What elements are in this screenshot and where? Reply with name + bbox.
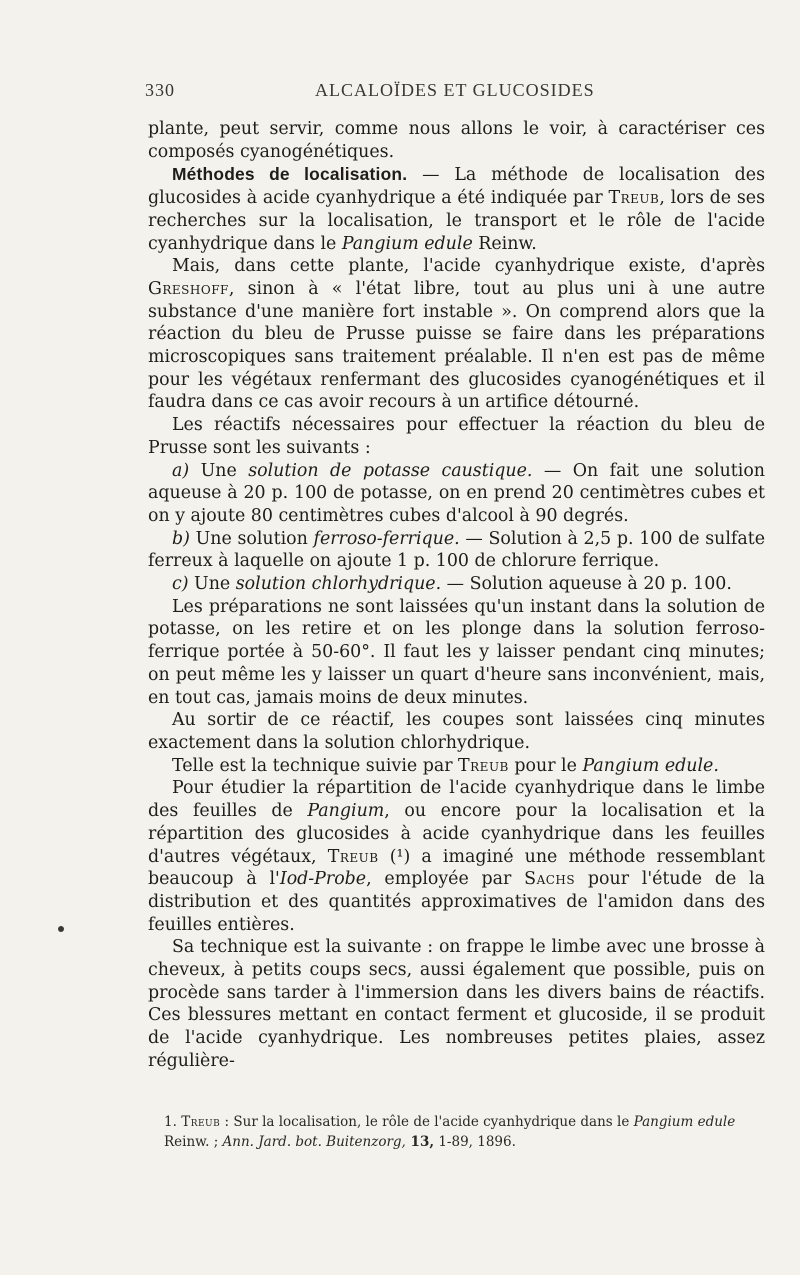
- text-run: Les préparations ne sont laissées qu'un instant dans la solution de potasse, on les retire et on les plonge dans la solution ferroso-ferrique portée à 50-60°. Il faut les y laisser pendant cinq minutes; on peut même les y laisser un quart d'heure sans inconvénient, mais, en tout cas, jamais moins de deux minutes.: [148, 596, 765, 708]
- text-run: — Solution aqueuse à 20 p. 100.: [441, 574, 732, 595]
- reagent-name: solution chlorhydrique.: [235, 574, 442, 595]
- footnote-reference: (¹): [378, 846, 411, 867]
- text-run: Mais, dans cette plante, l'acide cyanhydrique existe, d'après: [172, 256, 765, 277]
- text-run: a imaginé une méthode ressemblant beaucoup à l': [148, 846, 765, 890]
- paragraph-4: [148, 414, 765, 459]
- reagent-b: [148, 528, 765, 573]
- paragraph-8: [148, 596, 765, 710]
- reagent-name: solution de potasse caustique.: [248, 460, 533, 481]
- paragraph-1: [148, 118, 765, 163]
- paragraph-9: [148, 709, 765, 754]
- footnote-number: 1.: [164, 1114, 177, 1130]
- text-run: Une solution: [189, 528, 314, 549]
- paragraph-1-text: plante, peut servir, comme nous allons le voir, à caractériser ces composés cyanogénétiques.: [148, 119, 765, 162]
- text-run: Pour étudier la répartition de l'acide cyanhydrique dans le limbe des feuilles de: [148, 778, 765, 822]
- reagent-a: [148, 460, 765, 528]
- author-treub: Treub: [327, 846, 379, 867]
- author-greshoff: Greshoff: [148, 278, 229, 299]
- footnote-author: Treub: [181, 1114, 221, 1130]
- text-run: — La méthode de localisation des glucosides à acide cyanhydrique a été indiquée par: [148, 165, 765, 209]
- method-name: Iod-Probe: [279, 869, 367, 890]
- running-title: ALCALOÏDES ET GLUCOSIDES: [315, 80, 595, 100]
- page-number: 330: [145, 80, 175, 100]
- reagent-c: [148, 573, 765, 596]
- margin-bullet-mark: [58, 926, 64, 932]
- paragraph-11: [148, 777, 765, 936]
- page-header: [145, 80, 765, 104]
- list-marker: b): [172, 528, 190, 549]
- text-run: , lors de ses recherches sur la localisation, le transport et le rôle de l'acide cyanhydrique dans le: [148, 188, 766, 254]
- reagent-name: ferroso-ferrique.: [313, 528, 460, 549]
- text-run: : Sur la localisation, le rôle de l'acide cyanhydrique dans le: [220, 1114, 634, 1130]
- footnote-title: Pangium edule: [633, 1114, 736, 1130]
- text-run: Les réactifs nécessaires pour effectuer la réaction du bleu de Prusse sont les suivants :: [148, 415, 765, 458]
- author-sachs: Sachs: [524, 869, 576, 890]
- text-run: 1-89, 1896.: [434, 1134, 516, 1150]
- footnote: [148, 1112, 765, 1152]
- text-run: Reinw.: [472, 233, 537, 254]
- paragraph-2: [148, 163, 765, 255]
- section-heading: Méthodes de localisation.: [172, 164, 408, 185]
- footnote-volume: 13,: [405, 1134, 435, 1150]
- text-run: Telle est la technique suivie par: [172, 755, 459, 776]
- text-run: , sinon à « l'état libre, tout au plus uni à une autre substance d'une manière fort instable ». On comprend alors que la réaction du bleu de Prusse puisse se faire dans les préparations microscopiques sans traitement préalable. Il n'en est pas de même pour les végétaux renfermant des glucosides cyanogénétiques et il faudra dans ce cas avoir recours à un artifice détourné.: [148, 278, 765, 413]
- text-run: pour l'étude de la distribution et des quantités approximatives de l'amidon dans des feuilles entières.: [148, 869, 765, 935]
- paragraph-10: [148, 755, 765, 778]
- footnote-1: [148, 1112, 765, 1152]
- author-treub: Treub: [608, 188, 660, 209]
- text-run: — On fait une solution aqueuse à 20 p. 100 de potasse, on en prend 20 centimètres cubes et on y ajoute 80 centimètres cubes d'alcool à 90 degrés.: [148, 460, 765, 526]
- text-run: Une: [189, 460, 249, 481]
- text-run: , employée par: [366, 869, 525, 890]
- list-marker: a): [172, 460, 190, 481]
- author-treub: Treub: [458, 755, 509, 776]
- text-run: Reinw. ;: [164, 1134, 223, 1150]
- text-run: pour le: [508, 755, 583, 776]
- list-marker: c): [172, 574, 189, 595]
- genus-name: Pangium: [307, 801, 385, 822]
- text-run: Au sortir de ce réactif, les coupes sont laissées cinq minutes exactement dans la solution chlorhydrique.: [148, 710, 765, 753]
- text-run: , ou encore pour la localisation et la répartition des glucosides à acide cyanhydrique dans les feuilles d'autres végétaux,: [148, 801, 765, 867]
- body-text: [148, 118, 765, 1073]
- species-name: Pangium edule.: [582, 755, 719, 776]
- text-run: Une: [188, 574, 236, 595]
- footnote-journal: Ann. Jard. bot. Buitenzorg,: [222, 1134, 406, 1150]
- text-run: Sa technique est la suivante : on frappe le limbe avec une brosse à cheveux, à petits coups secs, aussi également que possible, puis on procède sans tarder à l'immersion dans les divers bains de réactifs. Ces blessures mettant en contact ferment et glucoside, il se produit de l'acide cyanhydrique. Les nombreuses petites plaies, assez régulière-: [148, 937, 765, 1071]
- paragraph-12: [148, 936, 765, 1072]
- text-run: — Solution à 2,5 p. 100 de sulfate ferreux à laquelle on ajoute 1 p. 100 de chlorure ferrique.: [148, 528, 765, 572]
- species-name: Pangium edule: [341, 233, 473, 254]
- paragraph-3: [148, 255, 765, 414]
